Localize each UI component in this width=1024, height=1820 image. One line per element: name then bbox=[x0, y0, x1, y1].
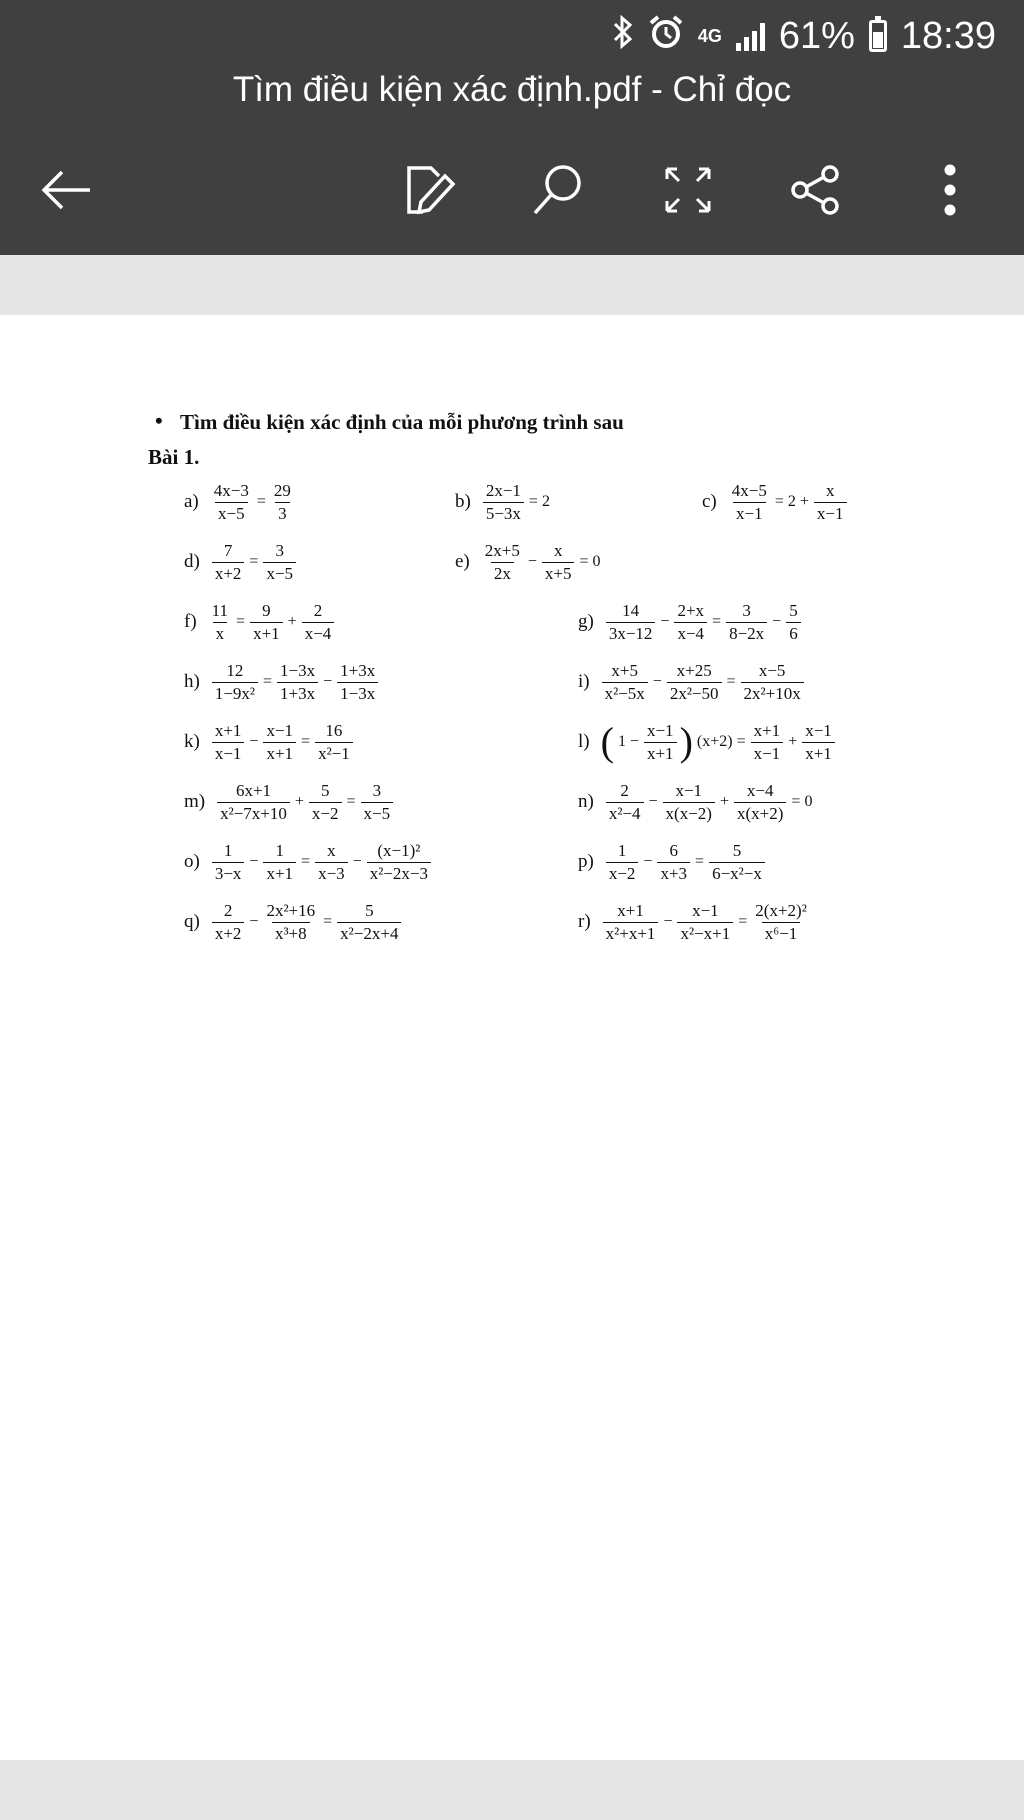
problem-k bbox=[184, 712, 355, 772]
fraction bbox=[315, 722, 353, 763]
problem-label: h) bbox=[184, 671, 200, 692]
problem-row bbox=[0, 592, 1024, 652]
denominator: x+1 bbox=[802, 742, 835, 763]
fraction bbox=[734, 782, 786, 823]
denominator: 2x²+10x bbox=[741, 682, 804, 703]
numerator: 6 bbox=[669, 840, 678, 860]
numerator: 1 bbox=[223, 840, 233, 860]
numerator: x−1 bbox=[646, 720, 674, 740]
more-vertical-icon bbox=[942, 164, 958, 216]
numerator: 11 bbox=[211, 600, 229, 620]
numerator: x+1 bbox=[617, 900, 644, 920]
problem-label: l) bbox=[578, 731, 590, 752]
denominator: x+1 bbox=[644, 742, 677, 763]
numerator: 2 bbox=[223, 900, 233, 920]
viewer-gap-top bbox=[0, 255, 1024, 315]
denominator: x+1 bbox=[250, 622, 283, 643]
denominator: 1−3x bbox=[337, 682, 378, 703]
problem-l bbox=[578, 712, 837, 772]
numerator: (x−1)² bbox=[377, 840, 421, 860]
numerator: x−1 bbox=[805, 720, 832, 740]
operator: = 2 bbox=[528, 493, 550, 510]
denominator: 6−x²−x bbox=[709, 862, 765, 883]
fraction bbox=[786, 602, 801, 643]
equation bbox=[210, 722, 355, 763]
denominator: x(x+2) bbox=[734, 802, 786, 823]
denominator: x(x−2) bbox=[663, 802, 715, 823]
edit-pen-icon bbox=[403, 162, 457, 218]
numerator: x bbox=[825, 480, 835, 500]
fraction bbox=[482, 542, 523, 583]
fraction bbox=[752, 902, 810, 943]
fraction bbox=[212, 842, 245, 883]
denominator: 3 bbox=[275, 502, 290, 523]
problem-row bbox=[0, 652, 1024, 712]
denominator: x+1 bbox=[263, 862, 296, 883]
battery-icon bbox=[869, 20, 887, 52]
numerator: x bbox=[327, 840, 336, 860]
fraction bbox=[212, 542, 245, 583]
denominator: 8−2x bbox=[726, 622, 767, 643]
fraction bbox=[217, 782, 290, 823]
denominator: 2x bbox=[491, 562, 514, 583]
network-type: 4G bbox=[697, 26, 722, 46]
problem-b bbox=[455, 472, 553, 532]
operator: − bbox=[527, 553, 537, 570]
numerator: 3 bbox=[372, 780, 382, 800]
denominator: x+2 bbox=[212, 922, 245, 943]
document-title: Tìm điều kiện xác định.pdf - Chỉ đọc bbox=[232, 70, 792, 109]
operator: − bbox=[643, 853, 653, 870]
operator: + bbox=[788, 733, 798, 750]
problem-label: b) bbox=[455, 491, 471, 512]
problem-f bbox=[184, 592, 336, 652]
fraction bbox=[751, 722, 784, 763]
problem-label: i) bbox=[578, 671, 590, 692]
equation bbox=[604, 842, 767, 883]
fraction bbox=[337, 662, 378, 703]
numerator: x−1 bbox=[675, 780, 703, 800]
equation bbox=[210, 542, 298, 583]
problem-label: m) bbox=[184, 791, 206, 812]
fraction bbox=[263, 842, 296, 883]
problem-label: n) bbox=[578, 791, 594, 812]
operator: − bbox=[772, 613, 782, 630]
equation bbox=[600, 719, 837, 764]
numerator: 2 bbox=[313, 600, 323, 620]
numerator: 2x+5 bbox=[484, 540, 520, 560]
numerator: 1−3x bbox=[280, 660, 316, 680]
denominator: x+3 bbox=[657, 862, 690, 883]
denominator: 6 bbox=[786, 622, 801, 643]
fraction bbox=[277, 662, 318, 703]
denominator: x²−5x bbox=[602, 682, 648, 703]
denominator: x²−x+1 bbox=[677, 922, 733, 943]
operator: − bbox=[660, 613, 670, 630]
problem-label: d) bbox=[184, 551, 200, 572]
problem-e bbox=[455, 532, 604, 592]
denominator: x−5 bbox=[361, 802, 394, 823]
more-options-button[interactable] bbox=[910, 150, 990, 230]
share-button[interactable] bbox=[776, 150, 856, 230]
denominator: 3x−12 bbox=[606, 622, 656, 643]
denominator: x−2 bbox=[309, 802, 342, 823]
numerator: 7 bbox=[223, 540, 233, 560]
equation bbox=[481, 482, 553, 523]
operator: = 0 bbox=[791, 793, 813, 810]
denominator: x−3 bbox=[315, 862, 348, 883]
problem-label: e) bbox=[455, 551, 470, 572]
denominator: x−5 bbox=[263, 562, 296, 583]
problem-p bbox=[578, 832, 767, 892]
problem-d bbox=[184, 532, 298, 592]
operator: + bbox=[294, 793, 304, 810]
operator: − bbox=[352, 853, 362, 870]
equation bbox=[604, 602, 803, 643]
problem-r bbox=[578, 892, 812, 952]
denominator: x²−1 bbox=[315, 742, 353, 763]
alarm-icon bbox=[648, 14, 684, 58]
fraction bbox=[212, 902, 245, 943]
denominator: x³+8 bbox=[272, 922, 310, 943]
fraction bbox=[603, 902, 659, 943]
numerator: x+1 bbox=[753, 720, 781, 740]
equation bbox=[210, 662, 380, 703]
denominator: x²−2x+4 bbox=[337, 922, 401, 943]
operator: = bbox=[236, 613, 246, 630]
operator: = bbox=[738, 913, 748, 930]
fraction bbox=[263, 542, 296, 583]
fraction bbox=[315, 842, 348, 883]
problem-row bbox=[0, 772, 1024, 832]
problem-q bbox=[184, 892, 403, 952]
fraction bbox=[250, 602, 283, 643]
numerator: 14 bbox=[622, 600, 640, 620]
fraction bbox=[729, 482, 770, 523]
fraction bbox=[726, 602, 767, 643]
denominator: x+2 bbox=[212, 562, 245, 583]
fraction bbox=[814, 482, 847, 523]
numerator: x+1 bbox=[214, 720, 242, 740]
denominator: 1−9x² bbox=[212, 682, 258, 703]
problem-row bbox=[0, 892, 1024, 952]
operator: = bbox=[346, 793, 356, 810]
numerator: 1 bbox=[275, 840, 284, 860]
denominator: 3−x bbox=[212, 862, 245, 883]
numerator: 4x−3 bbox=[213, 480, 249, 500]
equation bbox=[600, 662, 806, 703]
viewer-gap-bottom bbox=[0, 1760, 1024, 1820]
status-bar bbox=[612, 14, 996, 58]
denominator: x²+x+1 bbox=[603, 922, 659, 943]
parenthesis: ( bbox=[600, 719, 614, 764]
fraction bbox=[361, 782, 394, 823]
denominator: x bbox=[213, 622, 228, 643]
back-button[interactable] bbox=[26, 150, 106, 230]
fraction bbox=[367, 842, 431, 883]
fraction bbox=[644, 722, 677, 763]
operator: − bbox=[663, 913, 673, 930]
denominator: x²−4 bbox=[606, 802, 644, 823]
fraction bbox=[663, 782, 715, 823]
fraction bbox=[657, 842, 690, 883]
numerator: x+5 bbox=[611, 660, 638, 680]
problem-c bbox=[702, 472, 849, 532]
fraction bbox=[337, 902, 401, 943]
problem-label: f) bbox=[184, 611, 197, 632]
fraction bbox=[211, 482, 252, 523]
operator: + bbox=[287, 613, 297, 630]
numerator: 12 bbox=[226, 660, 244, 680]
fraction bbox=[212, 662, 258, 703]
problem-label: r) bbox=[578, 911, 591, 932]
fraction bbox=[602, 662, 648, 703]
denominator: x²−2x−3 bbox=[367, 862, 431, 883]
operator: = bbox=[301, 733, 311, 750]
denominator: x−5 bbox=[215, 502, 248, 523]
equation bbox=[209, 482, 296, 523]
problem-label: a) bbox=[184, 491, 199, 512]
operator: 1 − bbox=[617, 733, 639, 750]
operator: = bbox=[712, 613, 722, 630]
numerator: 3 bbox=[742, 600, 751, 620]
operator: = bbox=[323, 913, 333, 930]
equation bbox=[727, 482, 849, 523]
numerator: 5 bbox=[365, 900, 374, 920]
numerator: x+25 bbox=[676, 660, 712, 680]
problem-label: g) bbox=[578, 611, 594, 632]
equation bbox=[207, 602, 337, 643]
numerator: x−4 bbox=[746, 780, 774, 800]
numerator: 2x²+16 bbox=[266, 900, 316, 920]
problem-i bbox=[578, 652, 806, 712]
denominator: x²−7x+10 bbox=[217, 802, 290, 823]
operator: = bbox=[726, 673, 736, 690]
numerator: x−5 bbox=[758, 660, 786, 680]
numerator: 16 bbox=[325, 720, 343, 740]
operator: = bbox=[263, 673, 273, 690]
app-bar bbox=[0, 0, 1024, 255]
signal-icon bbox=[736, 21, 765, 51]
operator: = bbox=[695, 853, 705, 870]
operator: − bbox=[648, 793, 658, 810]
numerator: 1+3x bbox=[340, 660, 376, 680]
numerator: 4x−5 bbox=[731, 480, 767, 500]
operator: = bbox=[301, 853, 311, 870]
numerator: 29 bbox=[273, 480, 291, 500]
section-label: Bài 1. bbox=[148, 445, 200, 469]
problem-h bbox=[184, 652, 380, 712]
operator: = 2 + bbox=[774, 493, 809, 510]
numerator: 3 bbox=[275, 540, 284, 560]
problem-label: k) bbox=[184, 731, 200, 752]
operator: (x+2) = bbox=[696, 733, 746, 750]
denominator: x−4 bbox=[674, 622, 707, 643]
numerator: 6x+1 bbox=[235, 780, 272, 800]
problem-g bbox=[578, 592, 803, 652]
problem-o bbox=[184, 832, 433, 892]
fraction bbox=[271, 482, 294, 523]
operator: − bbox=[652, 673, 662, 690]
problem-row bbox=[0, 832, 1024, 892]
problem-n bbox=[578, 772, 815, 832]
fraction bbox=[606, 782, 644, 823]
operator: = 0 bbox=[579, 553, 601, 570]
problem-row bbox=[0, 532, 1024, 592]
numerator: 5 bbox=[320, 780, 330, 800]
fraction bbox=[667, 662, 722, 703]
fraction bbox=[709, 842, 765, 883]
problem-row bbox=[0, 472, 1024, 532]
numerator: x−1 bbox=[692, 900, 719, 920]
fraction bbox=[606, 602, 656, 643]
toolbar bbox=[0, 150, 1024, 230]
clock: 18:39 bbox=[900, 14, 996, 57]
exercise-heading: • Tìm điều kiện xác định của mỗi phương trình sau bbox=[180, 410, 624, 435]
search-button[interactable] bbox=[518, 150, 598, 230]
search-icon bbox=[530, 162, 586, 218]
operator: = bbox=[256, 493, 266, 510]
equation bbox=[480, 542, 604, 583]
fraction bbox=[263, 902, 318, 943]
operator: + bbox=[719, 793, 729, 810]
denominator: x−1 bbox=[814, 502, 847, 523]
fraction bbox=[741, 662, 804, 703]
denominator: x−1 bbox=[751, 742, 784, 763]
problem-label: q) bbox=[184, 911, 200, 932]
denominator: 1+3x bbox=[277, 682, 318, 703]
numerator: 2(x+2)² bbox=[755, 900, 807, 920]
fraction bbox=[802, 722, 835, 763]
parenthesis: ) bbox=[679, 719, 693, 764]
numerator: 2x−1 bbox=[485, 480, 521, 500]
fraction bbox=[542, 542, 575, 583]
fraction bbox=[483, 482, 524, 523]
operator: − bbox=[323, 673, 333, 690]
numerator: 1 bbox=[617, 840, 627, 860]
bluetooth-icon bbox=[612, 15, 634, 57]
operator: − bbox=[249, 733, 259, 750]
denominator: x−2 bbox=[606, 862, 639, 883]
equation bbox=[210, 842, 433, 883]
fraction bbox=[674, 602, 707, 643]
problem-label: c) bbox=[702, 491, 717, 512]
problem-row bbox=[0, 712, 1024, 772]
equation bbox=[601, 902, 812, 943]
fullscreen-button[interactable] bbox=[648, 150, 728, 230]
denominator: x⁶−1 bbox=[762, 922, 801, 943]
numerator: 2 bbox=[620, 780, 629, 800]
back-arrow-icon bbox=[38, 168, 94, 212]
fullscreen-icon bbox=[663, 165, 713, 215]
fraction bbox=[209, 602, 231, 643]
problem-a bbox=[184, 472, 296, 532]
fraction bbox=[263, 722, 296, 763]
denominator: x+5 bbox=[542, 562, 575, 583]
fraction bbox=[309, 782, 342, 823]
equation bbox=[215, 782, 395, 823]
edit-button[interactable] bbox=[390, 150, 470, 230]
operator: − bbox=[249, 853, 259, 870]
denominator: x+1 bbox=[263, 742, 296, 763]
fraction bbox=[302, 602, 335, 643]
problem-label: o) bbox=[184, 851, 200, 872]
problem-label: p) bbox=[578, 851, 594, 872]
battery-percent: 61% bbox=[778, 14, 855, 57]
numerator: x bbox=[553, 540, 563, 560]
numerator: 5 bbox=[789, 600, 798, 620]
denominator: x−4 bbox=[302, 622, 335, 643]
equation bbox=[604, 782, 816, 823]
denominator: x−1 bbox=[733, 502, 766, 523]
numerator: x−1 bbox=[266, 720, 294, 740]
denominator: 5−3x bbox=[483, 502, 524, 523]
pdf-page[interactable] bbox=[0, 315, 1024, 1760]
operator: = bbox=[249, 553, 259, 570]
problem-m bbox=[184, 772, 395, 832]
share-icon bbox=[788, 162, 844, 218]
denominator: 2x²−50 bbox=[667, 682, 722, 703]
operator: − bbox=[249, 913, 259, 930]
numerator: 9 bbox=[262, 600, 271, 620]
numerator: 5 bbox=[732, 840, 742, 860]
fraction bbox=[677, 902, 733, 943]
equation bbox=[210, 902, 404, 943]
denominator: x−1 bbox=[212, 742, 245, 763]
numerator: 2+x bbox=[677, 600, 705, 620]
fraction bbox=[212, 722, 245, 763]
fraction bbox=[606, 842, 639, 883]
